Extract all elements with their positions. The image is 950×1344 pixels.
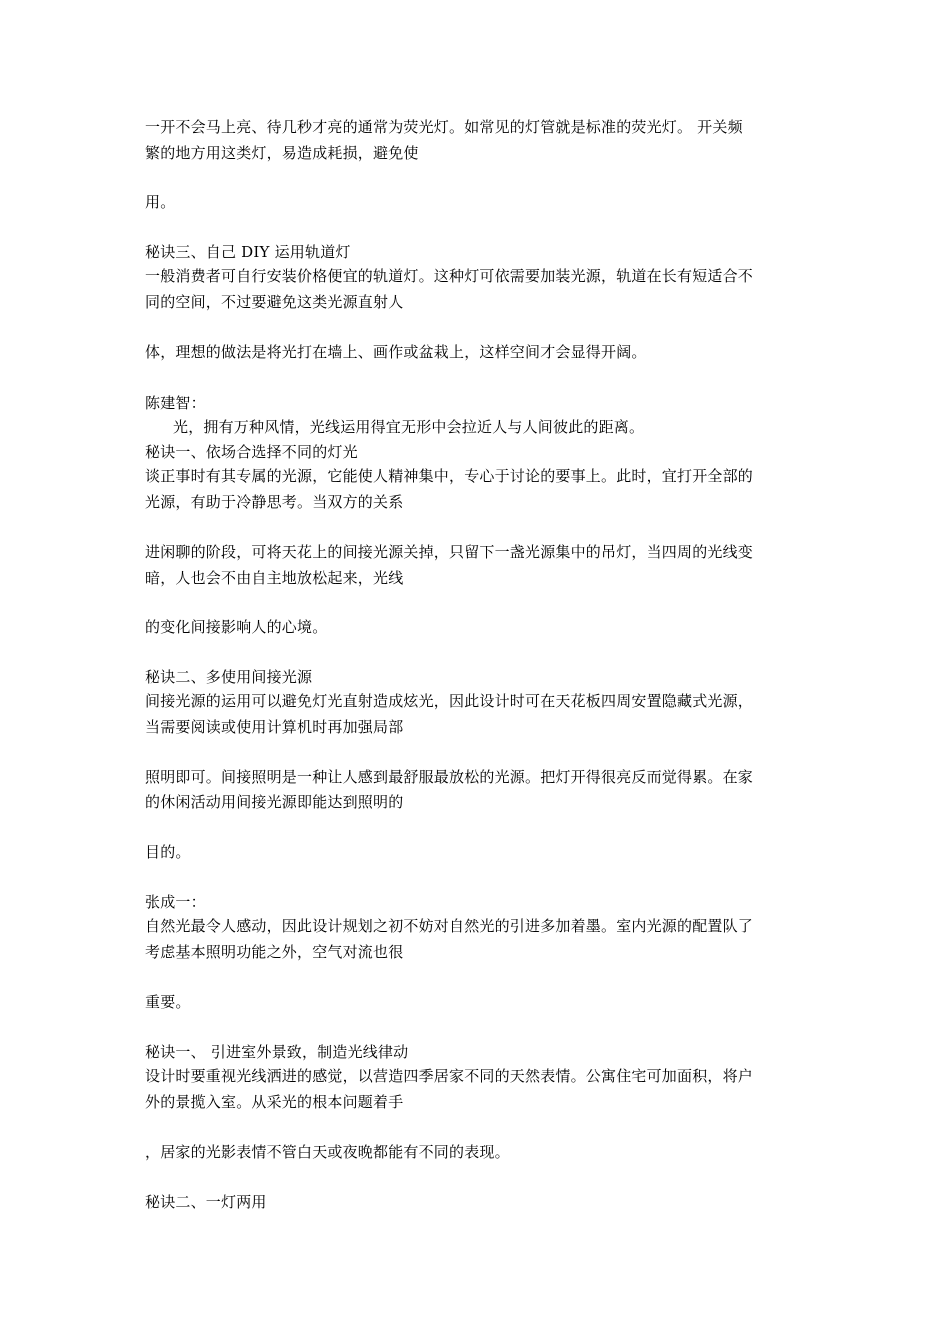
section-heading: 秘诀三、自己 DIY 运用轨道灯 xyxy=(145,243,351,261)
paragraph-line: 一般消费者可自行安装价格便宜的轨道灯。这种灯可依需要加装光源，轨道在长有短适合不 xyxy=(145,267,754,285)
paragraph-line: 一开不会马上亮、待几秒才亮的通常为荧光灯。如常见的灯管就是标准的荧光灯。 开关频 xyxy=(145,118,743,136)
paragraph-line: 自然光最令人感动，因此设计规划之初不妨对自然光的引进多加着墨。室内光源的配置队了 xyxy=(145,917,754,935)
paragraph-line: 设计时要重视光线洒进的感觉，以营造四季居家不同的天然表情。公寓住宅可加面积，将户 xyxy=(145,1067,754,1085)
paragraph-line: 谈正事时有其专属的光源，它能使人精神集中，专心于讨论的要事上。此时，宜打开全部的 xyxy=(145,467,754,485)
paragraph-line: ，居家的光影表情不管白天或夜晚都能有不同的表现。 xyxy=(145,1143,510,1161)
paragraph-line: 的变化间接影响人的心境。 xyxy=(145,618,328,636)
paragraph-line: 光，拥有万种风情，光线运用得宜无形中会拉近人与人间彼此的距离。 xyxy=(173,418,645,436)
paragraph-line: 照明即可。间接照明是一种让人感到最舒服最放松的光源。把灯开得很亮反而觉得累。在家 xyxy=(145,768,754,786)
paragraph-line: 进闲聊的阶段，可将天花上的间接光源关掉，只留下一盏光源集中的吊灯，当四周的光线变 xyxy=(145,543,754,561)
author-heading: 张成一： xyxy=(145,893,206,911)
paragraph-line: 目的。 xyxy=(145,843,191,861)
paragraph-line: 用。 xyxy=(145,193,176,211)
paragraph-line: 同的空间，不过要避免这类光源直射人 xyxy=(145,293,404,311)
paragraph-line: 外的景揽入室。从采光的根本问题着手 xyxy=(145,1093,404,1111)
paragraph-line: 体，理想的做法是将光打在墙上、画作或盆栽上，这样空间才会显得开阔。 xyxy=(145,343,647,361)
section-heading: 秘诀二、一灯两用 xyxy=(145,1193,267,1211)
paragraph-line: 考虑基本照明功能之外，空气对流也很 xyxy=(145,943,404,961)
section-heading: 秘诀二、多使用间接光源 xyxy=(145,668,313,686)
paragraph-line: 繁的地方用这类灯，易造成耗损，避免使 xyxy=(145,144,419,162)
paragraph-line: 光源，有助于冷静思考。当双方的关系 xyxy=(145,493,404,511)
paragraph-line: 重要。 xyxy=(145,993,191,1011)
paragraph-line: 间接光源的运用可以避免灯光直射造成炫光，因此设计时可在天花板四周安置隐藏式光源， xyxy=(145,692,754,710)
paragraph-line: 的休闲活动用间接光源即能达到照明的 xyxy=(145,793,404,811)
paragraph-line: 暗，人也会不由自主地放松起来，光线 xyxy=(145,569,404,587)
author-heading: 陈建智： xyxy=(145,394,206,412)
section-heading: 秘诀一、 引进室外景致，制造光线律动 xyxy=(145,1043,409,1061)
section-heading: 秘诀一、依场合选择不同的灯光 xyxy=(145,443,358,461)
paragraph-line: 当需要阅读或使用计算机时再加强局部 xyxy=(145,718,404,736)
